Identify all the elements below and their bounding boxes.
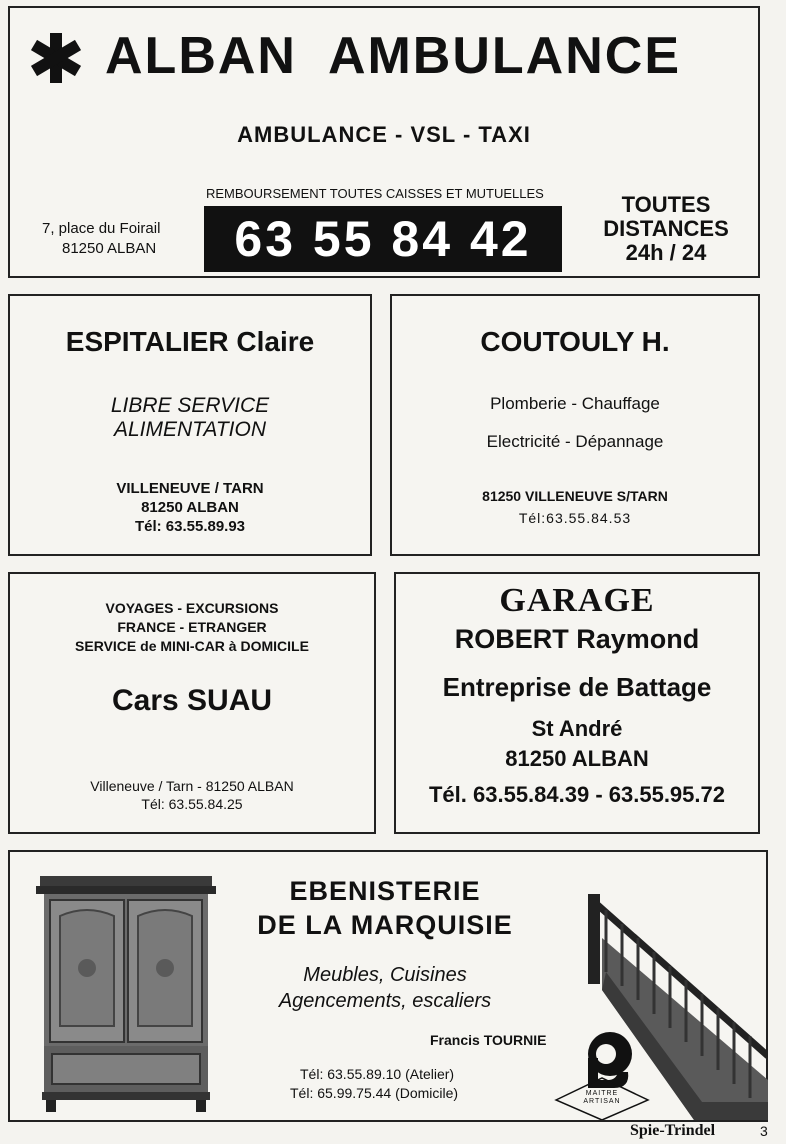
coutouly-name: COUTOULY H. [480, 326, 670, 357]
coutouly-line1: Plomberie - Chauffage [490, 394, 660, 413]
suau-line2: FRANCE - ETRANGER [117, 619, 267, 635]
coutouly-address: 81250 VILLENEUVE S/TARN [482, 488, 668, 504]
ambulance-distances-2: DISTANCES [603, 216, 729, 241]
armoire-image [36, 876, 216, 1112]
espitalier-city: VILLENEUVE / TARN [116, 480, 264, 497]
ambulance-hours: 24h / 24 [625, 240, 707, 265]
logo-text-1: MAITRE [585, 1090, 619, 1097]
staircase-image [582, 880, 768, 1120]
ambulance-phone: 63 55 84 42 [204, 206, 562, 272]
ad-alban-ambulance [8, 6, 760, 278]
espitalier-line2: ALIMENTATION [113, 418, 267, 441]
garage-activity: Entreprise de Battage [442, 672, 712, 702]
ebenisterie-line1: Meubles, Cuisines [303, 964, 467, 986]
suau-line1: VOYAGES - EXCURSIONS [105, 600, 279, 616]
ad-coutouly [390, 294, 760, 556]
ebenisterie-line2: Agencements, escaliers [278, 990, 492, 1012]
ad-garage-robert [394, 572, 760, 834]
espitalier-postal: 81250 ALBAN [141, 499, 239, 516]
ebenisterie-tel-domicile: Tél: 65.99.75.44 (Domicile) [290, 1085, 459, 1101]
garage-title: GARAGE [499, 582, 655, 619]
garage-name: ROBERT Raymond [454, 624, 700, 654]
logo-text-2: ARTISAN [583, 1098, 621, 1105]
suau-tel: Tél: 63.55.84.25 [141, 796, 243, 812]
espitalier-name: ESPITALIER Claire [65, 326, 315, 357]
ambulance-title: ALBAN AMBULANCE [105, 27, 682, 85]
garage-place: St André [531, 716, 623, 741]
ad-ebenisterie [8, 850, 768, 1122]
asterisk-icon [28, 30, 84, 86]
coutouly-line2: Electricité - Dépannage [486, 432, 664, 451]
ebenisterie-title-1: EBENISTERIE [289, 876, 481, 906]
ambulance-services: AMBULANCE - VSL - TAXI [237, 122, 531, 147]
ambulance-refund: REMBOURSEMENT TOUTES CAISSES ET MUTUELLES [206, 186, 544, 201]
espitalier-tel: Tél: 63.55.89.93 [134, 518, 246, 535]
coutouly-tel: Tél:63.55.84.53 [518, 510, 632, 526]
suau-name: Cars SUAU [111, 684, 273, 717]
page-number: 3 [760, 1123, 768, 1139]
ambulance-address-line2: 81250 ALBAN [62, 240, 157, 257]
ambulance-distances-1: TOUTES [621, 192, 711, 217]
ebenisterie-tel-atelier: Tél: 63.55.89.10 (Atelier) [300, 1066, 455, 1082]
suau-address: Villeneuve / Tarn - 81250 ALBAN [90, 778, 294, 794]
ad-cars-suau [8, 572, 376, 834]
suau-line3: SERVICE de MINI-CAR à DOMICILE [75, 638, 309, 654]
footer-brand: Spie-Trindel [630, 1122, 716, 1139]
ebenisterie-owner: Francis TOURNIE [430, 1032, 547, 1048]
ad-espitalier [8, 294, 372, 556]
ambulance-address-line1: 7, place du Foirail [42, 220, 161, 237]
ebenisterie-title-2: DE LA MARQUISIE [257, 910, 513, 940]
garage-postal: 81250 ALBAN [505, 746, 649, 771]
espitalier-line1: LIBRE SERVICE [110, 394, 270, 417]
garage-tel: Tél. 63.55.84.39 - 63.55.95.72 [428, 782, 725, 807]
